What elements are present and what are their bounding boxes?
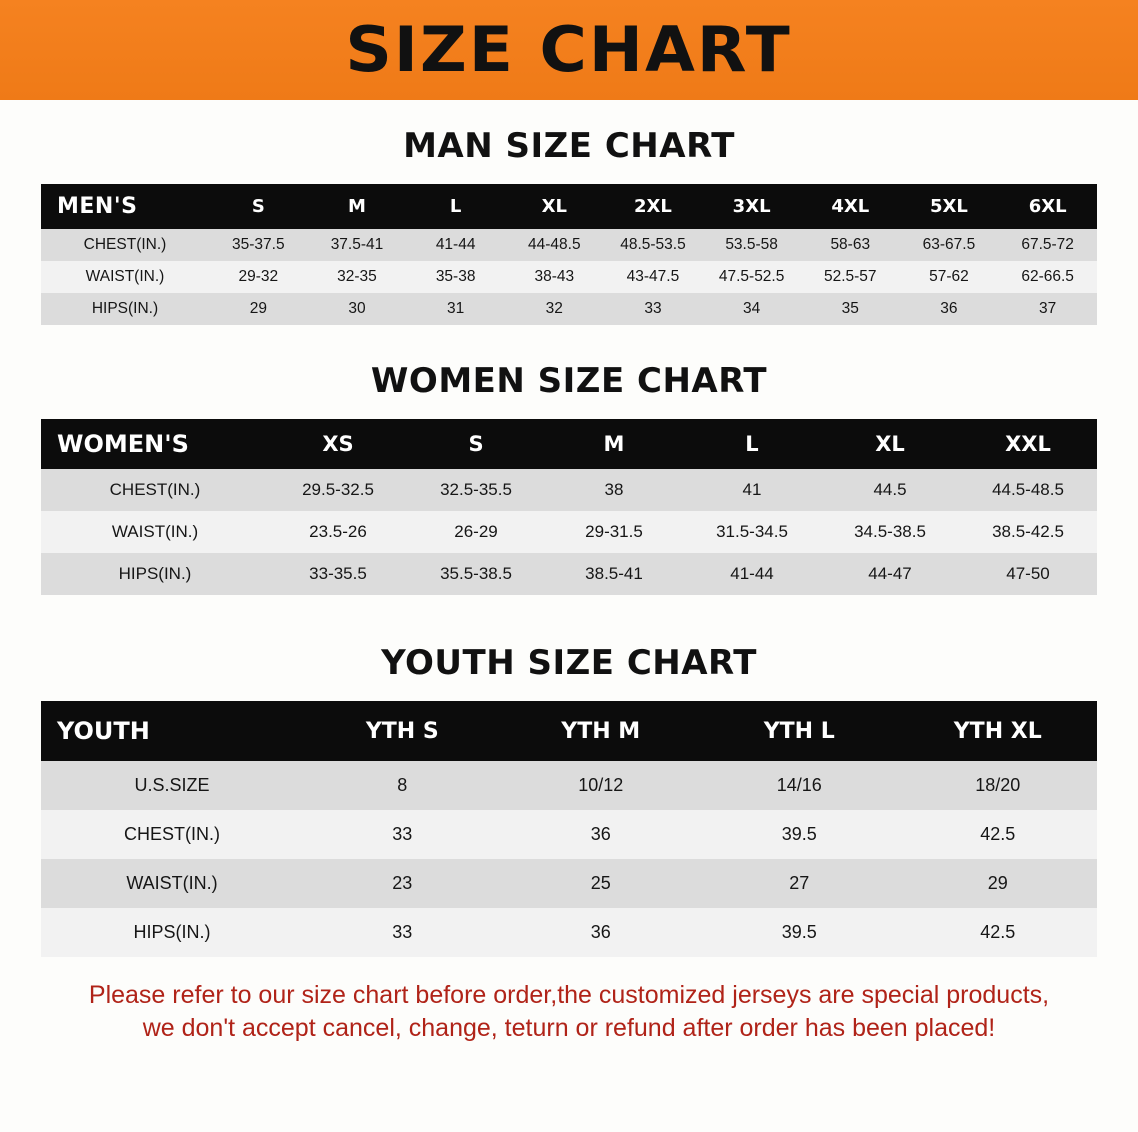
disclaimer-line-2: we don't accept cancel, change, teturn or refund after order has been placed! xyxy=(142,1014,996,1042)
table-cell: 41 xyxy=(683,469,821,511)
row-label: WAIST(IN.) xyxy=(41,859,303,908)
column-header: YTH XL xyxy=(899,701,1098,761)
youth-table-wrapper xyxy=(41,701,1097,957)
column-header: L xyxy=(406,184,505,229)
table-cell: 10/12 xyxy=(502,761,701,810)
table-cell: 31.5-34.5 xyxy=(683,511,821,553)
table-cell: 35.5-38.5 xyxy=(407,553,545,595)
table-cell: 38.5-42.5 xyxy=(959,511,1097,553)
table-cell: 42.5 xyxy=(899,908,1098,957)
column-header: YOUTH xyxy=(41,701,303,761)
column-header: L xyxy=(683,419,821,469)
table-row xyxy=(41,229,1097,261)
column-header: XL xyxy=(505,184,604,229)
table-cell: 23 xyxy=(303,859,502,908)
table-cell: 35-37.5 xyxy=(209,229,308,261)
table-cell: 44-47 xyxy=(821,553,959,595)
table-cell: 57-62 xyxy=(900,261,999,293)
table-cell: 33 xyxy=(604,293,703,325)
column-header: YTH M xyxy=(502,701,701,761)
table-cell: 14/16 xyxy=(700,761,899,810)
row-label: HIPS(IN.) xyxy=(41,553,269,595)
youth-section-heading: YOUTH SIZE CHART xyxy=(381,643,757,683)
table-cell: 29 xyxy=(899,859,1098,908)
table-row xyxy=(41,261,1097,293)
table-cell: 42.5 xyxy=(899,810,1098,859)
table-cell: 26-29 xyxy=(407,511,545,553)
column-header: XL xyxy=(821,419,959,469)
table-cell: 35-38 xyxy=(406,261,505,293)
table-row xyxy=(41,810,1097,859)
table-cell: 44-48.5 xyxy=(505,229,604,261)
page-title: SIZE CHART xyxy=(345,13,793,86)
table-row xyxy=(41,293,1097,325)
table-cell: 39.5 xyxy=(700,810,899,859)
column-header: 3XL xyxy=(702,184,801,229)
table-cell: 8 xyxy=(303,761,502,810)
row-label: CHEST(IN.) xyxy=(41,810,303,859)
table-cell: 47.5-52.5 xyxy=(702,261,801,293)
youth-size-table xyxy=(41,701,1097,957)
table-row xyxy=(41,908,1097,957)
table-cell: 33-35.5 xyxy=(269,553,407,595)
table-header-row xyxy=(41,184,1097,229)
table-cell: 37 xyxy=(998,293,1097,325)
man-size-table xyxy=(41,184,1097,325)
row-label: CHEST(IN.) xyxy=(41,469,269,511)
table-cell: 25 xyxy=(502,859,701,908)
table-row xyxy=(41,553,1097,595)
column-header: 2XL xyxy=(604,184,703,229)
column-header: XS xyxy=(269,419,407,469)
table-cell: 41-44 xyxy=(406,229,505,261)
table-header-row xyxy=(41,701,1097,761)
column-header: XXL xyxy=(959,419,1097,469)
table-cell: 35 xyxy=(801,293,900,325)
row-label: HIPS(IN.) xyxy=(41,908,303,957)
column-header: M xyxy=(308,184,407,229)
table-cell: 33 xyxy=(303,908,502,957)
table-cell: 30 xyxy=(308,293,407,325)
table-cell: 44.5 xyxy=(821,469,959,511)
women-section-heading: WOMEN SIZE CHART xyxy=(370,361,768,401)
table-cell: 41-44 xyxy=(683,553,821,595)
table-cell: 52.5-57 xyxy=(801,261,900,293)
table-cell: 34 xyxy=(702,293,801,325)
column-header: YTH S xyxy=(303,701,502,761)
table-cell: 29-31.5 xyxy=(545,511,683,553)
man-table-wrapper xyxy=(41,184,1097,325)
column-header: S xyxy=(209,184,308,229)
table-row xyxy=(41,761,1097,810)
table-cell: 38.5-41 xyxy=(545,553,683,595)
column-header: 4XL xyxy=(801,184,900,229)
table-cell: 32.5-35.5 xyxy=(407,469,545,511)
table-cell: 62-66.5 xyxy=(998,261,1097,293)
row-label: WAIST(IN.) xyxy=(41,511,269,553)
table-cell: 18/20 xyxy=(899,761,1098,810)
table-cell: 23.5-26 xyxy=(269,511,407,553)
column-header: YTH L xyxy=(700,701,899,761)
table-cell: 43-47.5 xyxy=(604,261,703,293)
table-cell: 36 xyxy=(900,293,999,325)
women-table-wrapper xyxy=(41,419,1097,595)
table-cell: 27 xyxy=(700,859,899,908)
table-row xyxy=(41,859,1097,908)
table-cell: 53.5-58 xyxy=(702,229,801,261)
table-cell: 29 xyxy=(209,293,308,325)
table-cell: 39.5 xyxy=(700,908,899,957)
women-size-table xyxy=(41,419,1097,595)
column-header: WOMEN'S xyxy=(41,419,269,469)
row-label: U.S.SIZE xyxy=(41,761,303,810)
man-section-heading: MAN SIZE CHART xyxy=(403,126,735,166)
table-cell: 36 xyxy=(502,908,701,957)
disclaimer-line-1: Please refer to our size chart before order,the customized jerseys are special products, xyxy=(88,981,1050,1009)
table-cell: 38 xyxy=(545,469,683,511)
row-label: WAIST(IN.) xyxy=(41,261,209,293)
table-header-row xyxy=(41,419,1097,469)
table-cell: 34.5-38.5 xyxy=(821,511,959,553)
table-cell: 47-50 xyxy=(959,553,1097,595)
table-cell: 58-63 xyxy=(801,229,900,261)
table-cell: 67.5-72 xyxy=(998,229,1097,261)
table-cell: 33 xyxy=(303,810,502,859)
table-cell: 31 xyxy=(406,293,505,325)
row-label: CHEST(IN.) xyxy=(41,229,209,261)
table-cell: 44.5-48.5 xyxy=(959,469,1097,511)
column-header: 6XL xyxy=(998,184,1097,229)
disclaimer-note xyxy=(40,979,1098,1045)
table-cell: 38-43 xyxy=(505,261,604,293)
table-row xyxy=(41,511,1097,553)
table-cell: 37.5-41 xyxy=(308,229,407,261)
page-banner xyxy=(0,0,1138,100)
table-cell: 32 xyxy=(505,293,604,325)
table-cell: 29-32 xyxy=(209,261,308,293)
column-header: 5XL xyxy=(900,184,999,229)
column-header: MEN'S xyxy=(41,184,209,229)
table-cell: 48.5-53.5 xyxy=(604,229,703,261)
table-cell: 63-67.5 xyxy=(900,229,999,261)
row-label: HIPS(IN.) xyxy=(41,293,209,325)
table-cell: 29.5-32.5 xyxy=(269,469,407,511)
table-row xyxy=(41,469,1097,511)
table-cell: 36 xyxy=(502,810,701,859)
column-header: M xyxy=(545,419,683,469)
table-cell: 32-35 xyxy=(308,261,407,293)
column-header: S xyxy=(407,419,545,469)
